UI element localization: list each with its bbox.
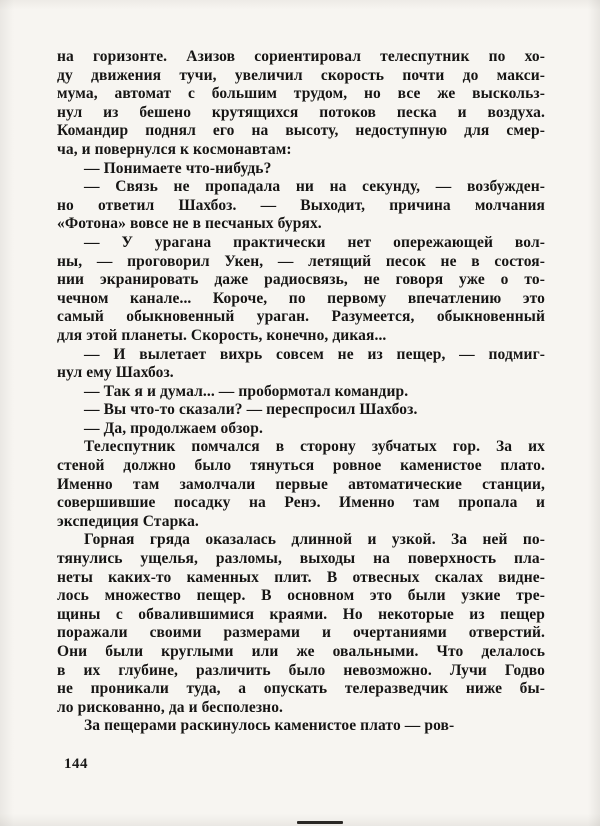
text-line: — Вы что-то сказали? — переспросил Шахбоз. bbox=[84, 401, 418, 419]
paragraph bbox=[57, 531, 545, 717]
text-line: — Да, продолжаем обзор. bbox=[84, 419, 263, 437]
text-line: но ответил Шахбоз. — Выходит, причина молчания bbox=[57, 196, 545, 214]
text-line: лось множество пещер. В основном это были узкие тре- bbox=[57, 587, 545, 605]
paragraph bbox=[57, 160, 545, 179]
text-line: Командир поднял его на высоту, недоступную для смер- bbox=[57, 122, 545, 140]
paragraph bbox=[57, 717, 545, 736]
paragraph bbox=[57, 234, 545, 346]
text-line: Телеспутник помчался в сторону зубчатых гор. За их bbox=[84, 438, 545, 456]
scan-artifact-line bbox=[297, 821, 343, 824]
text-line: ны, — проговорил Укен, — летящий песок не в состоя- bbox=[57, 252, 545, 270]
text-line: мума, автомат с большим трудом, но все же выскольз- bbox=[57, 85, 545, 103]
text-line: для этой планеты. Скорость, конечно, дикая... bbox=[57, 326, 387, 344]
text-line: самый обыкновенный ураган. Разумеется, обыкновенный bbox=[57, 308, 545, 326]
text-line: нул из бешено крутящихся потоков песка и воздуха. bbox=[57, 103, 545, 121]
text-line: — Понимаете что-нибудь? bbox=[84, 159, 272, 177]
text-line: совершившие посадку на Ренэ. Именно там пропала и bbox=[57, 494, 545, 512]
text-line: — У урагана практически нет опережающей вол- bbox=[84, 233, 545, 251]
paragraph bbox=[57, 48, 545, 160]
paragraph bbox=[57, 383, 545, 402]
page-number: 144 bbox=[64, 756, 88, 772]
text-line: на горизонте. Азизов сориентировал телеспутник по хо- bbox=[57, 48, 545, 65]
text-line: в их глубине, различить было невозможно. Лучи Годво bbox=[57, 661, 545, 679]
text-line: поражали своими размерами и очертаниями отверстий. bbox=[57, 624, 545, 642]
paragraph bbox=[57, 420, 545, 439]
text-line: нул ему Шахбоз. bbox=[57, 364, 174, 382]
text-line: За пещерами раскинулось каменистое плато — ров- bbox=[84, 717, 455, 735]
text-line: экспедиция Старка. bbox=[57, 512, 199, 530]
text-line: неты каких-то каменных плит. В отвесных скалах видне- bbox=[57, 568, 545, 586]
paragraph bbox=[57, 346, 545, 383]
text-line: «Фотона» вовсе не в песчаных бурях. bbox=[57, 215, 322, 233]
text-line: — Так я и думал... — пробормотал командир. bbox=[84, 382, 409, 400]
text-line: чечном канале... Короче, по первому впечатлению это bbox=[57, 289, 545, 307]
text-line: Именно там замолчали первые автоматические станции, bbox=[57, 475, 545, 493]
text-line: ча, и повернулся к космонавтам: bbox=[57, 140, 292, 158]
text-line: — Связь не пропадала ни на секунду, — возбужден- bbox=[84, 178, 545, 196]
text-line: — И вылетает вихрь совсем не из пещер, — подмиг- bbox=[84, 345, 545, 363]
paragraph bbox=[57, 178, 545, 234]
text-line: ду движения тучи, увеличил скорость почти до макси- bbox=[57, 66, 545, 84]
text-line: Горная гряда оказалась длинной и узкой. За ней по- bbox=[84, 531, 545, 549]
page-text bbox=[57, 48, 545, 736]
paragraph bbox=[57, 438, 545, 531]
text-line: ло рискованно, да и бесполезно. bbox=[57, 698, 284, 716]
text-line: щины с обвалившимися краями. Но некоторые из пещер bbox=[57, 605, 545, 623]
text-line: нии экранировать даже радиосвязь, не говоря уже о то- bbox=[57, 271, 545, 289]
paragraph bbox=[57, 401, 545, 420]
text-line: стеной должно было тянуться ровное каменистое плато. bbox=[57, 457, 545, 475]
text-line: Они были круглыми или же овальными. Что делалось bbox=[57, 643, 545, 660]
text-line: не проникали туда, а опускать телеразведчик ниже бы- bbox=[57, 680, 545, 698]
text-line: тянулись ущелья, разломы, выходы на поверхность пла- bbox=[57, 550, 545, 568]
